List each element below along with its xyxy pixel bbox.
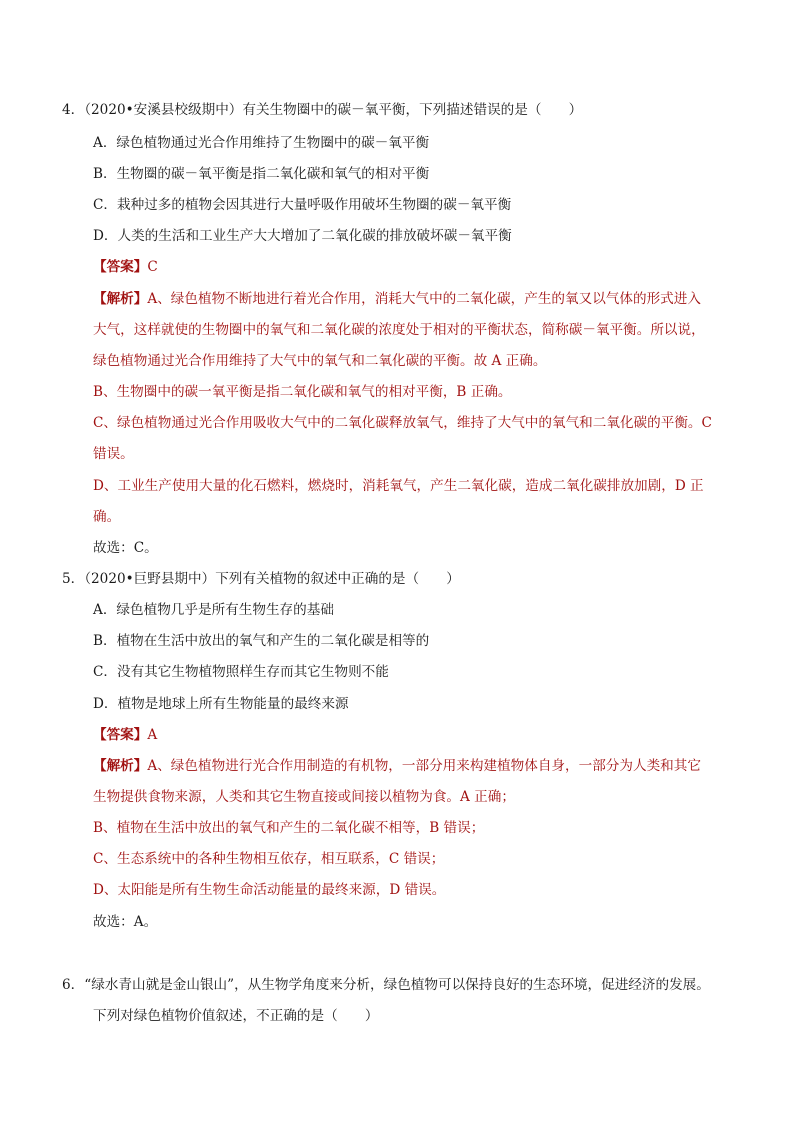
question-4-analysis-first [93,289,701,309]
answer-value: A [147,727,158,743]
question-4-option-d: D．人类的生活和工业生产大大增加了二氧化碳的排放破坏碳－氧平衡 [93,228,512,244]
question-5-option-d: D．植物是地球上所有生物能量的最终来源 [93,696,349,712]
answer-tag: 【答案】 [93,727,148,743]
question-4-conclusion: 故选：C。 [93,540,158,556]
question-4-analysis-line: 确。 [93,509,121,525]
question-4-analysis-line: D、工业生产使用大量的化石燃料，燃烧时，消耗氧气，产生二氧化碳，造成二氧化碳排放加剧，D 正 [93,478,704,494]
question-4-stem: 4．（2020•安溪县校级期中）有关生物圈中的碳－氧平衡，下列描述错误的是（ ） [62,102,583,118]
analysis-text: A、绿色植物进行光合作用制造的有机物，一部分用来构建植物体自身，一部分为人类和其它 [147,758,701,774]
question-4-analysis-line: 绿色植物通过光合作用维持了大气中的氧气和二氧化碳的平衡。故 A 正确。 [93,353,547,369]
answer-tag: 【答案】 [93,259,148,275]
question-5-option-a: A．绿色植物几乎是所有生物生存的基础 [93,602,334,618]
analysis-tag: 【解析】 [93,291,148,307]
question-6-stem: 6．“绿水青山就是金山银山”，从生物学角度来分析，绿色植物可以保持良好的生态环境，促进经济的发展。 [62,977,710,993]
analysis-tag: 【解析】 [93,758,148,774]
question-4-analysis-line: 大气，这样就使的生物圈中的氧气和二氧化碳的浓度处于相对的平衡状态，简称碳－氧平衡。所以说， [93,322,705,338]
question-4-analysis-line: C、绿色植物通过光合作用吸收大气中的二氧化碳释放氧气，维持了大气中的氧气和二氧化碳的平衡。C [93,415,712,431]
question-4-option-b: B．生物圈的碳－氧平衡是指二氧化碳和氧气的相对平衡 [93,166,430,182]
question-5-stem: 5．（2020•巨野县期中）下列有关植物的叙述中正确的是（ ） [62,571,460,587]
question-5-answer [93,725,157,745]
analysis-text: A、绿色植物不断地进行着光合作用，消耗大气中的二氧化碳，产生的氧又以气体的形式进入 [147,291,701,307]
question-5-analysis-line: B、植物在生活中放出的氧气和产生的二氧化碳不相等，B 错误； [93,820,485,836]
question-4-option-a: A．绿色植物通过光合作用维持了生物圈中的碳－氧平衡 [93,135,430,151]
question-6-stem-continued: 下列对绿色植物价值叙述，不正确的是（ ） [93,1008,379,1024]
question-5-analysis-first [93,756,701,776]
question-5-option-c: C．没有其它生物植物照样生存而其它生物则不能 [93,664,389,680]
question-4-option-c: C．栽种过多的植物会因其进行大量呼吸作用破坏生物圈的碳－氧平衡 [93,197,512,213]
question-4-analysis-line: B、生物圈中的碳一氧平衡是指二氧化碳和氧气的相对平衡，B 正确。 [93,384,512,400]
question-5-analysis-line: C、生态系统中的各种生物相互依存，相互联系，C 错误； [93,851,445,867]
question-5-conclusion: 故选：A。 [93,914,158,930]
question-5-analysis-line: D、太阳能是所有生物生命活动能量的最终来源，D 错误。 [93,882,446,898]
question-4-analysis-line: 错误。 [93,446,134,462]
question-5-analysis-line: 生物提供食物来源，人类和其它生物直接或间接以植物为食。A 正确； [93,789,515,805]
question-4-answer [93,257,158,277]
answer-value: C [147,259,158,275]
question-5-option-b: B．植物在生活中放出的氧气和产生的二氧化碳是相等的 [93,633,430,649]
